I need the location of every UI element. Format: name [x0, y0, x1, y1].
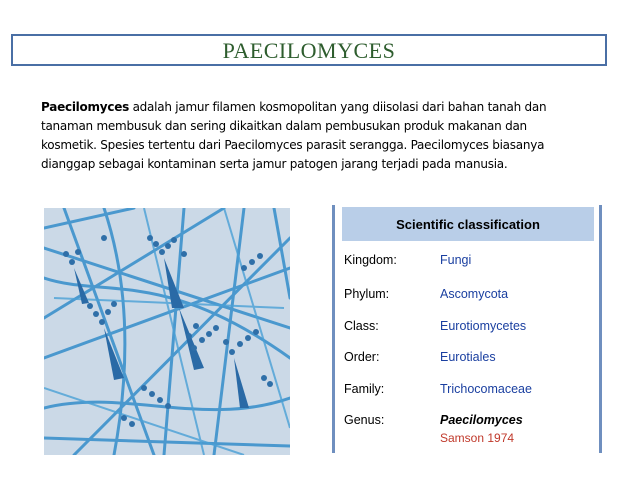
row-key: Order:	[344, 350, 380, 364]
classification-row-genus	[344, 413, 594, 431]
description-paragraph	[41, 98, 597, 174]
classification-row-phylum	[344, 287, 594, 305]
description-line-3: kosmetik. Spesies tertentu dari Paecilomyces parasit serangga. Paecilomyces biasanya	[41, 138, 545, 152]
micrograph-drawing	[44, 208, 290, 455]
description-line-4: dianggap sebagai kontaminan serta jamur patogen jarang terjadi pada manusia.	[41, 157, 508, 171]
row-key: Phylum:	[344, 287, 390, 301]
panel-left-border	[332, 205, 335, 453]
classification-header: Scientific classification	[342, 207, 594, 241]
title-box	[11, 34, 607, 66]
row-key: Family:	[344, 382, 385, 396]
row-key: Genus:	[344, 413, 385, 427]
row-value: Fungi	[440, 253, 472, 267]
description-bold-lead: Paecilomyces	[41, 100, 130, 114]
micrograph-image	[44, 208, 290, 455]
row-key: Class:	[344, 319, 379, 333]
row-value: Paecilomyces	[440, 413, 523, 427]
genus-authority: Samson 1974	[440, 431, 515, 445]
row-key: Kingdom:	[344, 253, 397, 267]
classification-row-order	[344, 350, 594, 368]
page-title: PAECILOMYCES	[222, 38, 396, 63]
classification-row-kingdom	[344, 253, 594, 271]
classification-row-class	[344, 319, 594, 337]
description-line-1: adalah jamur filamen kosmopolitan yang diisolasi dari bahan tanah dan	[129, 100, 547, 114]
classification-panel	[332, 205, 602, 453]
row-value: Ascomycota	[440, 287, 509, 301]
row-value: Trichocomaceae	[440, 382, 532, 396]
row-value: Eurotiales	[440, 350, 496, 364]
row-value: Eurotiomycetes	[440, 319, 527, 333]
panel-right-border	[599, 205, 602, 453]
classification-row-family	[344, 382, 594, 400]
description-line-2: tanaman membusuk dan sering dikaitkan dalam pembusukan produk makanan dan	[41, 119, 527, 133]
